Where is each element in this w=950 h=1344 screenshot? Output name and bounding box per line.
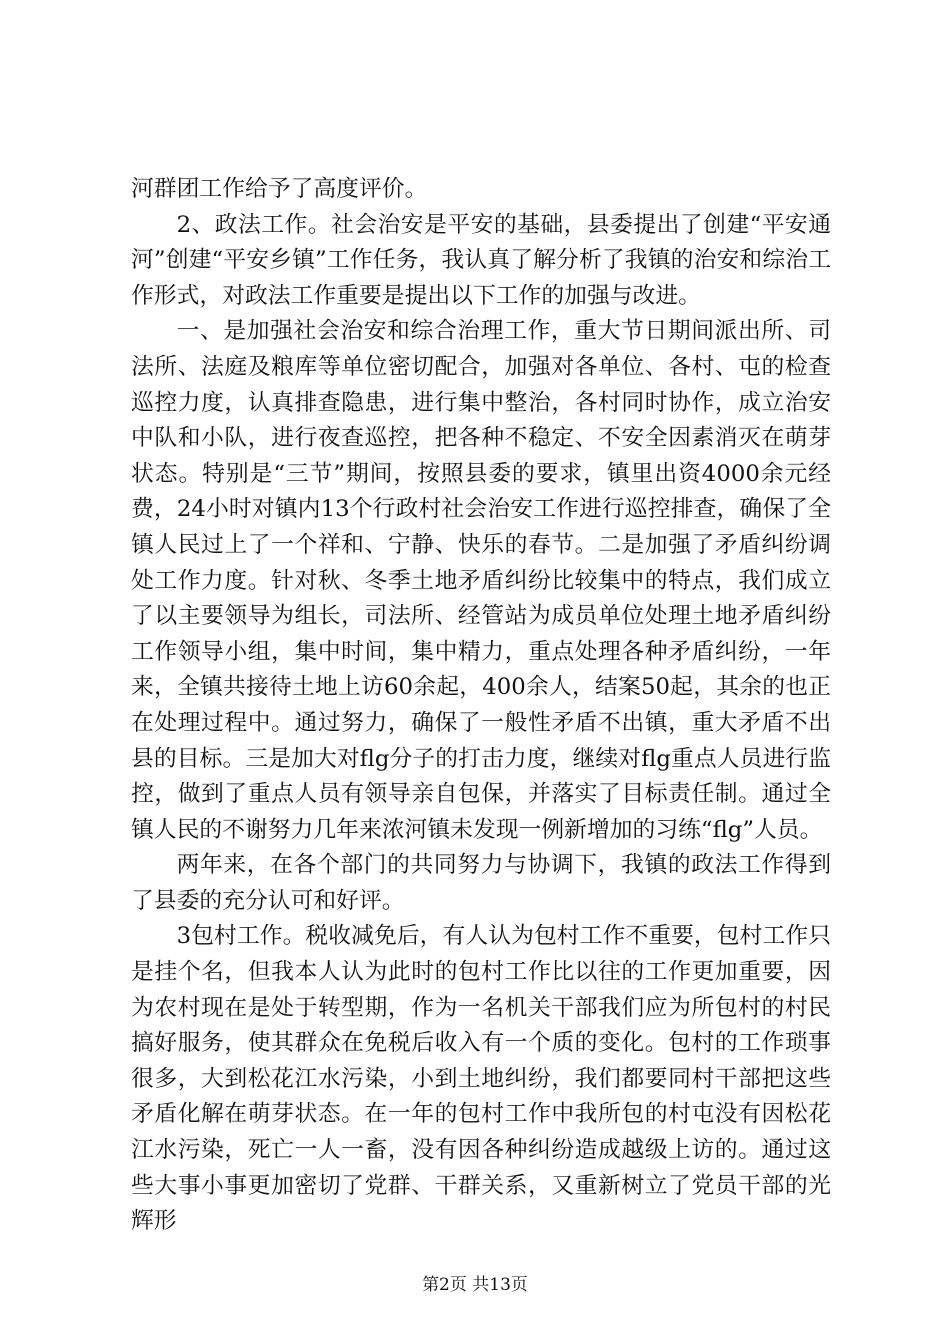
paragraph-political-law-work: 2、政法工作。社会治安是平安的基础，县委提出了创建“平安通河”创建“平安乡镇”工作任务，我认真了解分析了我镇的治安和综治工作形式，对政法工作重要是提出以下工作的加强与改进。 bbox=[131, 211, 831, 309]
paragraph-two-years: 两年来，在各个部门的共同努力与协调下，我镇的政法工作得到了县委的充分认可和好评。 bbox=[131, 852, 831, 914]
paragraph-continuation: 河群团工作给予了高度评价。 bbox=[131, 176, 428, 202]
document-body bbox=[131, 172, 831, 1240]
paragraph-village-work: 3包村工作。税收减免后，有人认为包村工作不重要，包村工作只是挂个名，但我本人认为此时的包村工作比以往的工作更加重要，因为农村现在是处于转型期，作为一名机关干部我们应为所包村的村民搞好服务，使其群众在免税后收入有一个质的变化。包村的工作琐事很多，大到松花江水污染，小到土地纠纷，我们都要同村干部把这些矛盾化解在萌芽状态。在一年的包村工作中我所包的村屯没有因松花江水污染，死亡一人一畜，没有因各种纠纷造成越级上访的。通过这些大事小事更加密切了党群、干群关系，又重新树立了党员干部的光辉形 bbox=[131, 923, 831, 1235]
paragraph-public-security: 一、是加强社会治安和综合治理工作，重大节日期间派出所、司法所、法庭及粮库等单位密切配合，加强对各单位、各村、屯的检查巡控力度，认真排查隐患，进行集中整治，各村同时协作，成立治安中队和小队，进行夜查巡控，把各种不稳定、不安全因素消灭在萌芽状态。特别是“三节”期间，按照县委的要求，镇里出资4000余元经费，24小时对镇内13个行政村社会治安工作进行巡控排查，确保了全镇人民过上了一个祥和、宁静、快乐的春节。二是加强了矛盾纠纷调处工作力度。针对秋、冬季土地矛盾纠纷比较集中的特点，我们成立了以主要领导为组长，司法所、经管站为成员单位处理土地矛盾纠纷工作领导小组，集中时间，集中精力，重点处理各种矛盾纠纷，一年来，全镇共接待土地上访60余起，400余人，结案50起，其余的也正在处理过程中。通过努力，确保了一般性矛盾不出镇，重大矛盾不出县的目标。三是加大对flg分子的打击力度，继续对flg重点人员进行监控，做到了重点人员有领导亲自包保，并落实了目标责任制。通过全镇人民的不谢努力几年来浓河镇未发现一例新增加的习练“flg”人员。 bbox=[131, 318, 831, 843]
page-footer: 第2页 共13页 bbox=[422, 1275, 528, 1295]
